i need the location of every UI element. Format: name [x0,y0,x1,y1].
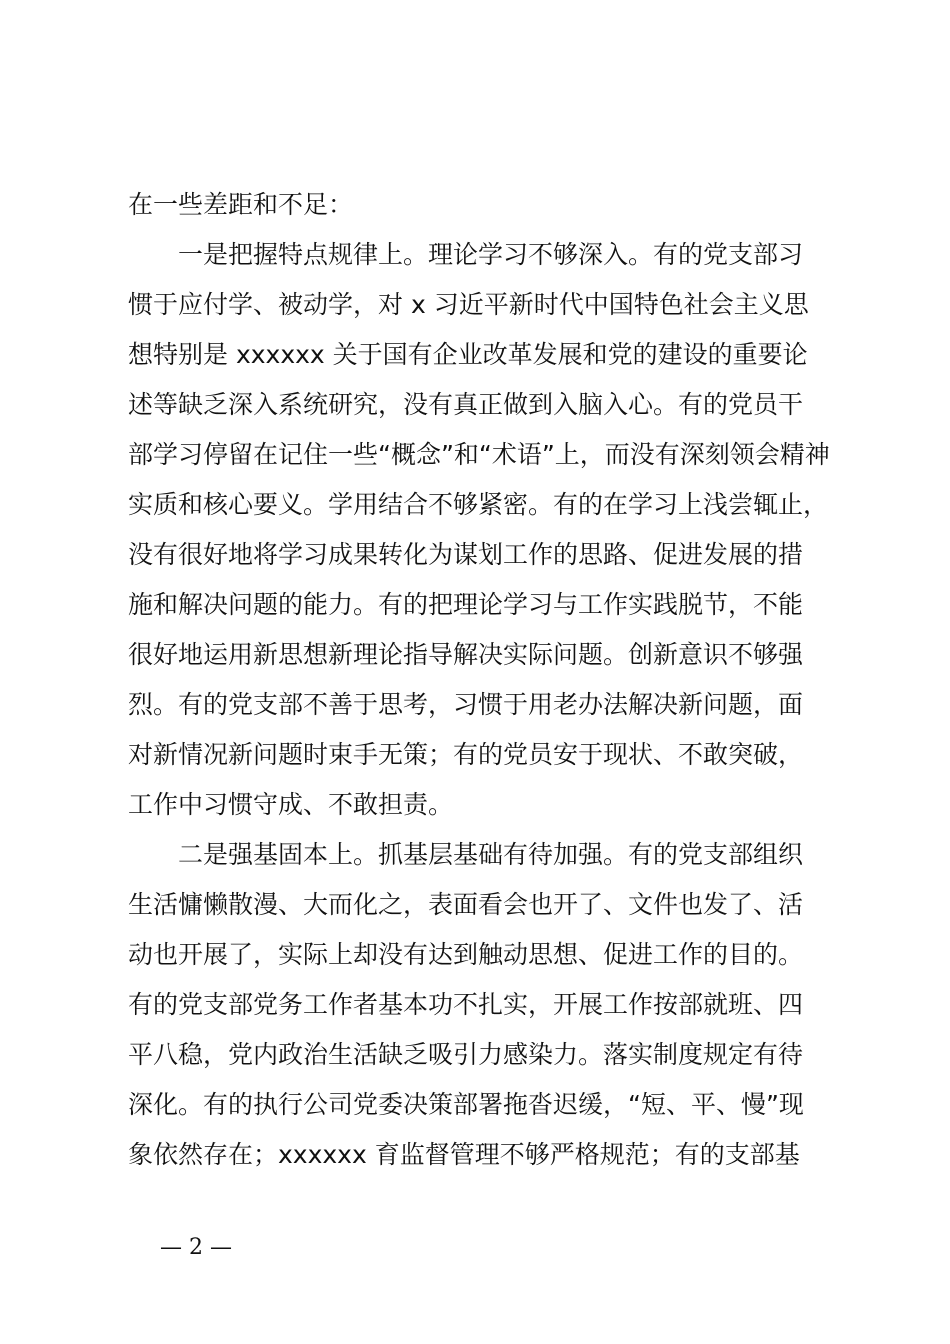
paragraph-1-line-5: 部学习停留在记住一些“概念”和“术语”上，而没有深刻领会精神 [128,440,830,469]
paragraph-1-line-3: 想特别是 xxxxxx 关于国有企业改革发展和党的建设的重要论 [128,340,808,369]
paragraph-1-line-10: 烈。有的党支部不善于思考，习惯于用老办法解决新问题，面 [128,690,804,719]
paragraph-2-line-7: 象依然存在；xxxxxx 育监督管理不够严格规范；有的支部基 [128,1140,800,1169]
paragraph-2-line-1: 二是强基固本上。抓基层基础有待加强。有的党支部组织 [178,840,804,869]
paragraph-1-line-8: 施和解决问题的能力。有的把理论学习与工作实践脱节，不能 [128,590,804,619]
paragraph-1-line-7: 没有很好地将学习成果转化为谋划工作的思路、促进发展的措 [128,540,804,569]
paragraph-1-line-1: 一是把握特点规律上。理论学习不够深入。有的党支部习 [178,240,804,269]
paragraph-2-line-5: 平八稳，党内政治生活缺乏吸引力感染力。落实制度规定有待 [128,1040,804,1069]
paragraph-2-line-6: 深化。有的执行公司党委决策部署拖沓迟缓，“短、平、慢”现 [128,1090,804,1119]
paragraph-1-line-4: 述等缺乏深入系统研究，没有真正做到入脑入心。有的党员干 [128,390,804,419]
paragraph-1-line-9: 很好地运用新思想新理论指导解决实际问题。创新意识不够强 [128,640,804,669]
body-text [128,180,858,1180]
paragraph-2-line-3: 动也开展了，实际上却没有达到触动思想、促进工作的目的。 [128,940,804,969]
paragraph-1-line-6: 实质和核心要义。学用结合不够紧密。有的在学习上浅尝辄止， [128,490,829,519]
page-number: — 2 — [160,1235,232,1260]
text-line-1: 在一些差距和不足： [128,190,354,219]
paragraph-1-line-11: 对新情况新问题时束手无策；有的党员安于现状、不敢突破， [128,740,804,769]
paragraph-1-line-2: 惯于应付学、被动学，对 x 习近平新时代中国特色社会主义思 [128,290,809,319]
paragraph-2-line-4: 有的党支部党务工作者基本功不扎实，开展工作按部就班、四 [128,990,804,1019]
paragraph-2-line-2: 生活慵懒散漫、大而化之，表面看会也开了、文件也发了、活 [128,890,804,919]
paragraph-1-line-12: 工作中习惯守成、不敢担责。 [128,790,454,819]
